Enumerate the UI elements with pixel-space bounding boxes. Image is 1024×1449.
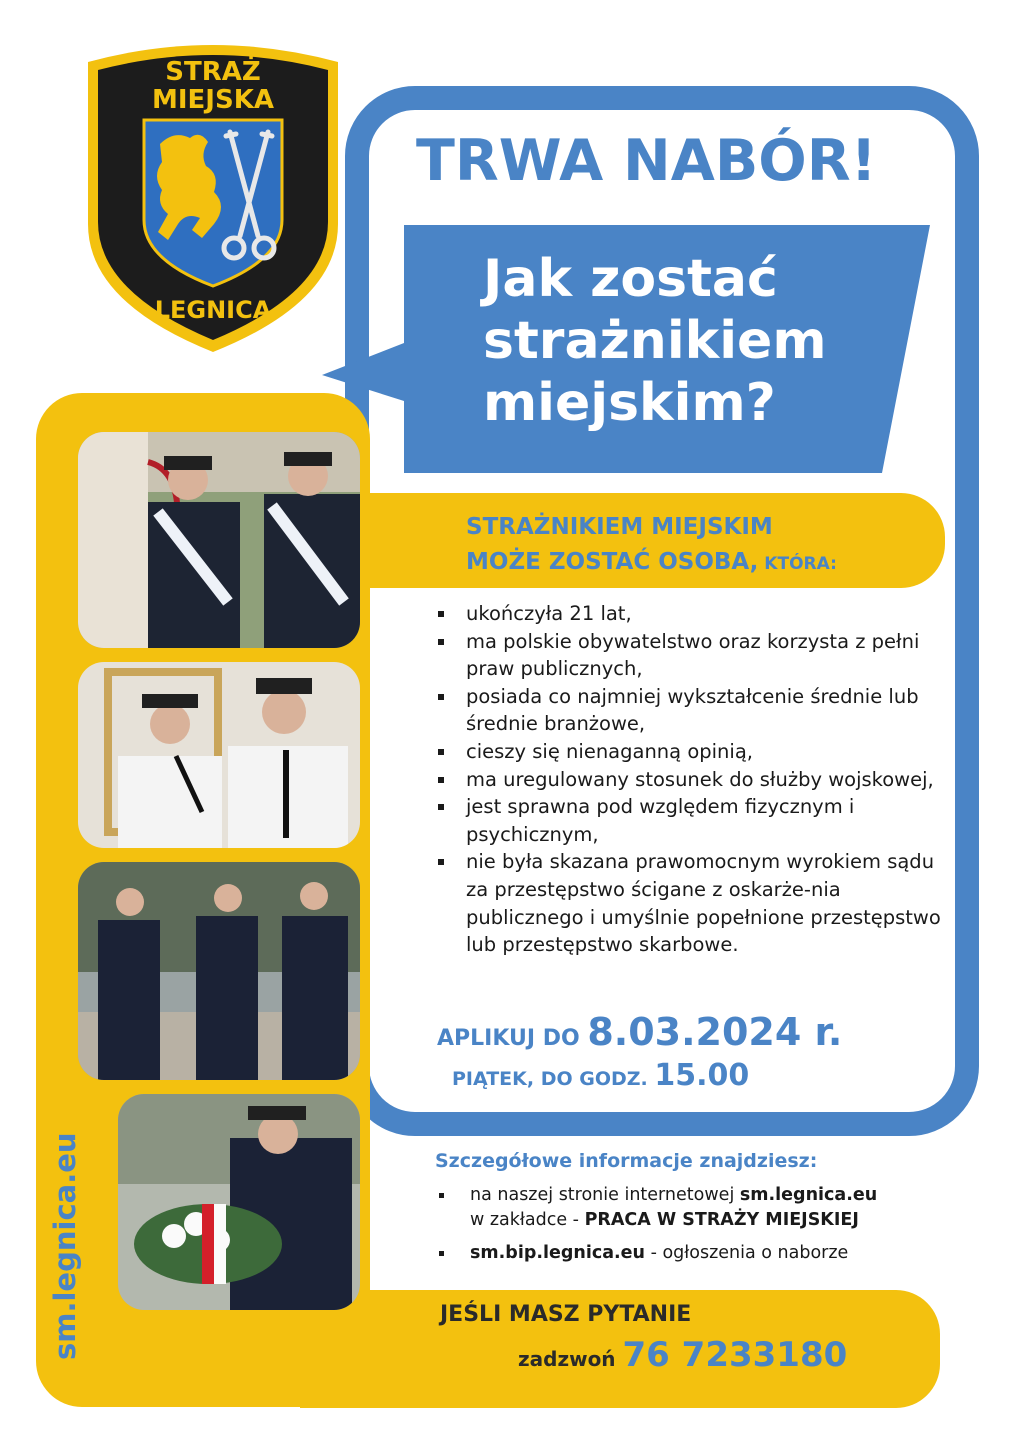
list-item: nie była skazana prawomocnym wyrokiem sądu za przestępstwo ścigane z oskarże-nia publicznego i umyślnie popełnione przestępstwo lub przestępstwo skarbowe. (436, 848, 956, 958)
info-list (436, 1183, 956, 1274)
work-tab-name: PRACA W STRAŻY MIEJSKIEJ (584, 1210, 859, 1230)
phone-number[interactable]: 76 7233180 (622, 1335, 848, 1375)
requirements-header-small: KTÓRA: (758, 554, 837, 574)
contact-question: JEŚLI MASZ PYTANIE (440, 1302, 692, 1327)
bip-link[interactable]: sm.bip.legnica.eu (470, 1243, 646, 1263)
call-label: zadzwoń (518, 1347, 623, 1371)
badge-line2: MIEJSKA (152, 85, 274, 115)
question-line3: miejskim? (483, 373, 776, 433)
requirements-list (436, 600, 956, 959)
question-line1: Jak zostać (483, 249, 778, 309)
photo-three-guards-outdoor (78, 862, 360, 1080)
contact-call (518, 1335, 938, 1375)
apply-date: 8.03.2024 r. (587, 1010, 843, 1054)
info-item1-text2: w zakładce - (470, 1210, 585, 1230)
question-line2: strażnikiem (483, 311, 827, 371)
info-item1-text: na naszej stronie internetowej (470, 1185, 740, 1205)
question-heading (483, 248, 903, 434)
apply-day-time (452, 1058, 952, 1093)
list-item: ma polskie obywatelstwo oraz korzysta z pełni praw publicznych, (436, 628, 956, 683)
photo-guard-with-flowers (118, 1094, 360, 1310)
list-item: ma uregulowany stosunek do służby wojskowej, (436, 766, 956, 794)
list-item: ukończyła 21 lat, (436, 600, 956, 628)
website-link[interactable]: sm.legnica.eu (739, 1185, 878, 1205)
apply-label: APLIKUJ DO (437, 1026, 588, 1051)
side-website-url[interactable]: sm.legnica.eu (48, 1132, 82, 1360)
requirements-header (466, 510, 936, 582)
day-label: PIĄTEK, DO GODZ. (452, 1068, 655, 1090)
badge-city: LEGNICA (154, 296, 272, 324)
deadline-time: 15.00 (654, 1058, 750, 1093)
apply-deadline (437, 1010, 957, 1054)
list-item: posiada co najmniej wykształcenie średnie lub średnie branżowe, (436, 683, 956, 738)
info-item2-text: - ogłoszenia o naborze (645, 1243, 849, 1263)
info-item-website (436, 1183, 956, 1233)
requirements-header-line1: STRAŻNIKIEM MIEJSKIM (466, 514, 773, 540)
photo-guards-with-banner (78, 432, 360, 648)
info-item-bip (436, 1241, 956, 1266)
list-item: jest sprawna pod względem fizycznym i psychicznym, (436, 793, 956, 848)
headline: TRWA NABÓR! (416, 128, 877, 194)
badge-line1: STRAŻ (165, 57, 261, 87)
requirements-header-line2 (466, 545, 936, 582)
info-header: Szczegółowe informacje znajdziesz: (435, 1150, 818, 1172)
photo-two-guards-indoor (78, 662, 360, 848)
list-item: cieszy się nienaganną opinią, (436, 738, 956, 766)
requirements-header-main: MOŻE ZOSTAĆ OSOBA, (466, 549, 759, 575)
straz-miejska-badge-logo (82, 34, 344, 356)
